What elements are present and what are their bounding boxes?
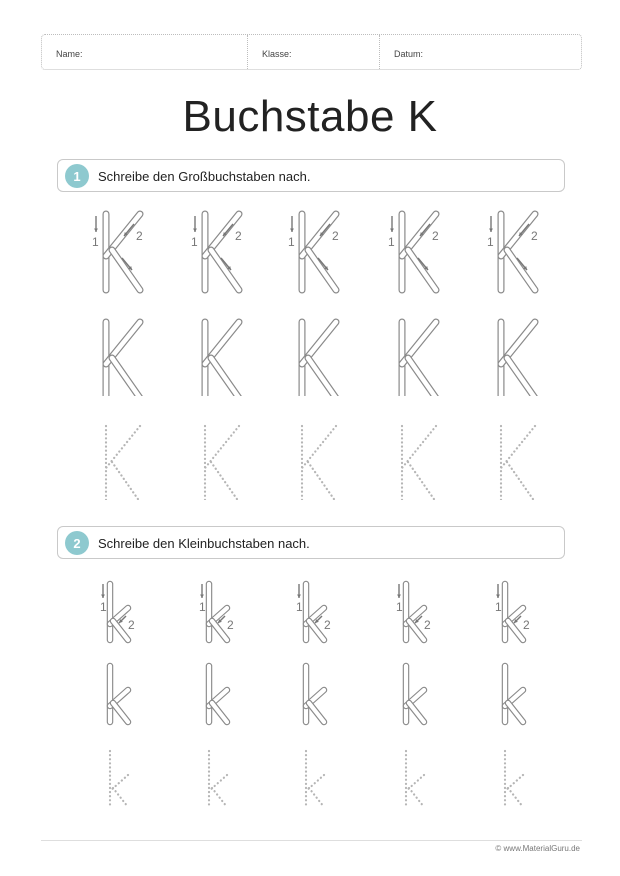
low-dotted-letter-1 — [78, 745, 158, 815]
up-dotted-letter-2 — [177, 420, 257, 500]
up-dotted-letter-1 — [78, 420, 158, 500]
uppercase-dotted-row — [0, 420, 620, 500]
stroke-2-number: 2 — [523, 618, 530, 632]
low-guided-letter-3 — [274, 578, 354, 648]
task-1-instruction: Schreibe den Großbuchstaben nach. — [98, 169, 311, 184]
stroke-1-number: 1 — [396, 600, 403, 614]
stroke-1-number: 1 — [487, 235, 494, 249]
up-outline-letter-5 — [473, 316, 553, 396]
date-label: Datum: — [394, 49, 424, 59]
stroke-2-number: 2 — [531, 229, 538, 243]
stroke-1-number: 1 — [199, 600, 206, 614]
stroke-2-number: 2 — [128, 618, 135, 632]
low-outline-letter-5 — [473, 660, 553, 730]
up-outline-letter-1 — [78, 316, 158, 396]
stroke-1-arrow-icon — [397, 584, 401, 598]
up-dotted-letter-4 — [374, 420, 454, 500]
page-title: Buchstabe K — [182, 92, 438, 141]
name-label: Name: — [56, 49, 83, 59]
stroke-1-arrow-icon — [200, 584, 204, 598]
stroke-1-arrow-icon — [94, 216, 98, 232]
low-guided-letter-1 — [78, 578, 158, 648]
name-field[interactable] — [42, 35, 248, 69]
stroke-2-number: 2 — [424, 618, 431, 632]
stroke-1-arrow-icon — [101, 584, 105, 598]
uppercase-outline-row — [0, 316, 620, 396]
low-dotted-letter-5 — [473, 745, 553, 815]
low-guided-letter-5 — [473, 578, 553, 648]
up-guided-letter-2 — [177, 208, 257, 298]
task-1-number: 1 — [65, 164, 89, 188]
stroke-1-arrow-icon — [193, 216, 197, 232]
date-field[interactable] — [380, 35, 581, 69]
task-2-box — [57, 526, 565, 559]
stroke-2-number: 2 — [332, 229, 339, 243]
up-dotted-letter-5 — [473, 420, 553, 500]
low-guided-letter-4 — [374, 578, 454, 648]
task-1-box — [57, 159, 565, 192]
low-dotted-letter-2 — [177, 745, 257, 815]
stroke-2-number: 2 — [136, 229, 143, 243]
up-outline-letter-2 — [177, 316, 257, 396]
stroke-1-arrow-icon — [297, 584, 301, 598]
up-outline-letter-3 — [274, 316, 354, 396]
low-outline-letter-4 — [374, 660, 454, 730]
stroke-1-number: 1 — [296, 600, 303, 614]
stroke-1-number: 1 — [288, 235, 295, 249]
up-guided-letter-5 — [473, 208, 553, 298]
lowercase-outline-row — [0, 660, 620, 730]
footer-divider — [41, 840, 582, 841]
low-dotted-letter-3 — [274, 745, 354, 815]
lowercase-dotted-row — [0, 745, 620, 815]
stroke-1-number: 1 — [388, 235, 395, 249]
up-guided-letter-4 — [374, 208, 454, 298]
low-guided-letter-2 — [177, 578, 257, 648]
task-2-instruction: Schreibe den Kleinbuchstaben nach. — [98, 536, 310, 551]
up-outline-letter-4 — [374, 316, 454, 396]
up-guided-letter-3 — [274, 208, 354, 298]
stroke-1-arrow-icon — [489, 216, 493, 232]
footer-copyright: © www.MaterialGuru.de — [495, 844, 580, 853]
class-field[interactable] — [248, 35, 380, 69]
student-info-header — [41, 34, 582, 70]
class-label: Klasse: — [262, 49, 292, 59]
stroke-2-number: 2 — [227, 618, 234, 632]
stroke-2-number: 2 — [432, 229, 439, 243]
lowercase-guided-row — [0, 578, 620, 648]
up-dotted-letter-3 — [274, 420, 354, 500]
stroke-1-number: 1 — [191, 235, 198, 249]
stroke-1-number: 1 — [495, 600, 502, 614]
stroke-2-number: 2 — [235, 229, 242, 243]
stroke-1-number: 1 — [100, 600, 107, 614]
up-guided-letter-1 — [78, 208, 158, 298]
stroke-1-number: 1 — [92, 235, 99, 249]
low-outline-letter-2 — [177, 660, 257, 730]
stroke-1-arrow-icon — [290, 216, 294, 232]
task-2-number: 2 — [65, 531, 89, 555]
uppercase-guided-row — [0, 208, 620, 298]
stroke-2-number: 2 — [324, 618, 331, 632]
stroke-1-arrow-icon — [390, 216, 394, 232]
low-outline-letter-3 — [274, 660, 354, 730]
low-dotted-letter-4 — [374, 745, 454, 815]
low-outline-letter-1 — [78, 660, 158, 730]
stroke-1-arrow-icon — [496, 584, 500, 598]
